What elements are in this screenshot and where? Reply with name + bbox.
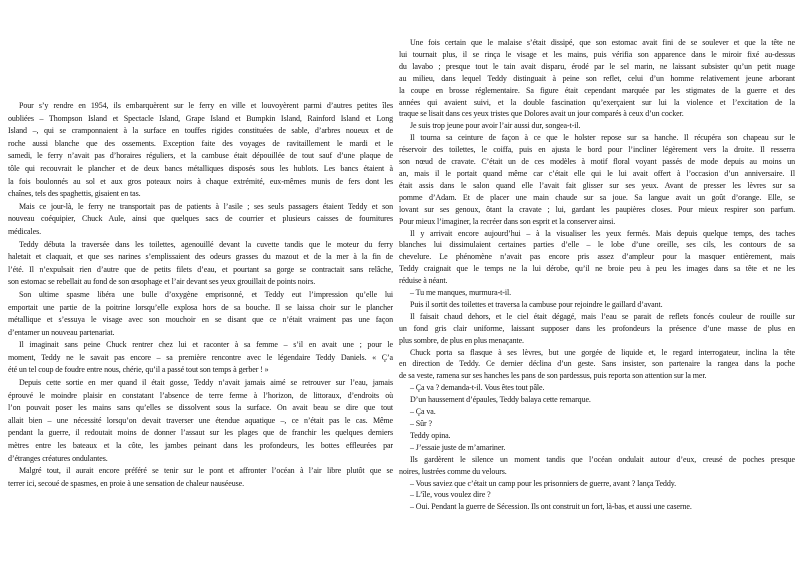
text-line: pomme d’Adam. Et de placer une main chaude sur sa joue. Sa langue avait un goût d’orange. Elle, se xyxy=(399,192,795,202)
text-line: Island –, qui se cramponnaient à la surface en touffes rigides constituées de sable, d’arbres noueux et de xyxy=(8,126,393,136)
text-line: Ils gardèrent le silence un moment tandis que l’océan ondulait autour d’eux, creusé de poches presque xyxy=(410,454,795,464)
text-line: Son ultime spasme libéra une bulle d’oxygène emprisonné, et Teddy eut l’impression qu’elle lui xyxy=(19,289,393,299)
text-line: de sa veste, ramena sur ses hanches les pans de son pardessus, puis reporta son attention sur la mer. xyxy=(399,371,707,381)
text-line: chevelure. Le phénomène n’avait pas encore pris assez d’ampleur pour la masquer entièrement, mais xyxy=(399,252,795,262)
text-line: – Ça va ? demanda-t-il. Vous êtes tout pâle. xyxy=(410,383,545,393)
text-line: Depuis cette sortie en mer quand il était gosse, Teddy n’avait jamais aimé se retrouver sur l’eau, jamais xyxy=(19,378,393,388)
text-line: la fois boulonnés au sol et aux gros poteaux noirs à chaque extrémité, eux-mêmes munis de fers dont les xyxy=(8,176,393,186)
text-line: Mais ce jour-là, le ferry ne transportait pas de patients à l’asile ; ses seuls passagers étaient Teddy et son xyxy=(19,201,393,211)
text-line: l’on pouvait poser les mains sans qu’elles se dissolvent sous la surface. On avait beau se dire que tout xyxy=(8,403,393,413)
left-page-column xyxy=(8,100,393,490)
text-line: samedi, le ferry n’avait pas d’horaires réguliers, et la cambuse était dépouillée de tout sauf d’une plaque de xyxy=(8,151,393,161)
text-line: plus sombre, de plus en plus menaçante. xyxy=(399,335,524,345)
text-line: lui tournait plus, il se rinça le visage et les mains, puis vérifia son apparence dans le miroir fixé au-dessus xyxy=(399,49,795,59)
text-line: métallique et s’essuya le visage avec son mouchoir en se disant que ce n’était vraiment pas une façon xyxy=(8,315,393,325)
text-line: oubliées – Thompson Island et Spectacle Island, Grape Island et Bumpkin Island, Rainford Island et Long xyxy=(8,113,393,123)
text-line: médicales. xyxy=(8,226,41,236)
text-line: du lavabo ; presque tout le tain avait disparu, érodé par le sel marin, ne laissant subsister qu’un petit nuage xyxy=(399,61,795,71)
text-line: – J’essaie juste de m’amariner. xyxy=(410,442,506,452)
text-line: était assis dans le salon quand elle l’avait fait glisser sur ses yeux. Avant de presser les lèvres sur sa xyxy=(399,180,795,190)
text-line: son estomac se rebellait au fond de son œsophage et l’air devant ses yeux grouillait de points noirs. xyxy=(8,277,316,287)
text-line: Puis il sortit des toilettes et traversa la cambuse pour rejoindre le gaillard d’avant. xyxy=(410,299,663,309)
text-line: moment, Teddy ne le savait pas encore – sa première rencontre avec le légendaire Teddy Daniels. « Ç’a xyxy=(8,352,393,362)
text-line: un fond gris clair uniforme, laissant supposer dans les profondeurs la présence d’une masse de plus en xyxy=(399,323,795,333)
text-line: chaînes, tels des spaghettis, gisaient en tas. xyxy=(8,189,141,199)
right-page-column xyxy=(399,37,795,513)
text-line: emportait une partie de la poitrine lorsqu’elle explosa hors de sa bouche. Il se laissa choir sur le plancher xyxy=(8,302,393,312)
text-line: Teddy débuta la traversée dans les toilettes, agenouillé devant la cuvette tandis que le moteur du ferry xyxy=(19,239,393,249)
text-line: éprouvé le moindre plaisir en constatant l’absence de terre ferme à l’horizon, de littoraux, d’endroits où xyxy=(8,390,393,400)
text-line: la coupe en brosse réglementaire. Sa figure était cependant marquée par les stigmates de la guerre et des xyxy=(399,85,795,95)
text-line: blanches lui dissimulaient certaines parties d’elle – le lobe d’une oreille, ses cils, les contours de sa xyxy=(399,240,795,250)
text-line: – Vous saviez que c’était un camp pour les prisonniers de guerre, avant ? lança Teddy. xyxy=(410,478,677,488)
text-line: roche aussi blanche que des ossements. Exception faite des voyages de ravitaillement le mardi et le xyxy=(8,138,393,148)
text-line: Chuck porta sa flasque à ses lèvres, but une gorgée de liquide et, le regard interrogateur, inclina la tête xyxy=(410,347,795,357)
text-line: d’entamer un nouveau partenariat. xyxy=(8,327,115,337)
text-line: terrer ici, secoué de spasmes, en proie à une sensation de chaleur nauséeuse. xyxy=(8,478,244,488)
text-line: – L’île, vous voulez dire ? xyxy=(410,490,491,500)
text-line: Malgré tout, il aurait encore préféré se tenir sur le pont et affronter l’océan à l’air libre plutôt que se xyxy=(19,466,393,476)
text-line: Il tourna sa ceinture de façon à ce que le holster repose sur sa hanche. Il récupéra son chapeau sur le xyxy=(410,133,795,143)
text-line: années qui avaient suivi, et la double fascination qu’exerçaient sur lui la violence et l’excitation de la xyxy=(399,97,795,107)
text-line: – Ça va. xyxy=(410,407,436,417)
text-line: Je suis trop jeune pour avoir l’air aussi dur, songea-t-il. xyxy=(410,121,581,131)
text-line: D’un haussement d’épaules, Teddy balaya cette remarque. xyxy=(410,395,591,405)
text-line: été un tel coup de foudre entre nous, chérie, qu’il a passé tout son temps à gerber ! » xyxy=(8,365,269,375)
text-line: réservoir des toilettes, le coiffa, puis en ajusta le bord pour l’incliner légèrement vers la droite. Il resserra xyxy=(399,145,795,155)
text-line: d’étranges créatures ondulantes. xyxy=(8,453,108,463)
text-line: Une fois certain que le malaise s’était dissipé, que son estomac avait fini de se soulever et que la tête ne xyxy=(410,38,795,47)
text-line: réduise à néant. xyxy=(399,276,448,286)
text-line: pendant la guerre, il redoutait moins de donner l’assaut sur les plages que de franchir les quelques derniers xyxy=(8,428,393,438)
text-line: – Tu me manques, murmura-t-il. xyxy=(410,288,511,298)
text-line: – Oui. Pendant la guerre de Sécession. Ils ont construit un fort, là-bas, et aussi une caserne. xyxy=(410,502,692,512)
text-line: son nœud de cravate. C’était un de ces modèles à motif floral voyant passés de mode depuis au moins un xyxy=(399,157,795,167)
text-line: Il y arrivait encore aujourd’hui – à la visualiser les yeux fermés. Mais depuis quelque temps, des taches xyxy=(410,228,795,238)
text-line: noires, lustrées comme du velours. xyxy=(399,466,507,476)
text-line: an, mais il le portait quand même car c’était elle qui le lui avait offert à l’occasion d’un anniversaire. Il xyxy=(399,168,795,178)
text-line: Teddy opina. xyxy=(410,430,451,440)
text-line: Teddy craignait que le temps ne la lui dérobe, qu’il ne broie peu à peu les images dans sa tête et ne les xyxy=(399,264,795,274)
text-line: tôle qui recouvrait le plancher et de deux bancs métalliques disposés sous les hublots. Les bancs étaient à xyxy=(8,163,393,173)
text-line: au milieu, dans lequel Teddy distinguait à peine son reflet, celui d’un homme relativement jeune arborant xyxy=(399,73,795,83)
text-line: l’été. Il n’expulsait rien d’autre que de petits filets d’eau, et pourtant sa gorge se contractait sans relâche, xyxy=(8,264,393,274)
text-line: Pour s’y rendre en 1954, ils embarquèrent sur le ferry en ville et louvoyèrent parmi d’autres petites îles xyxy=(19,101,393,110)
text-line: Il faisait chaud dehors, et le ciel était dégagé, mais l’eau se parait de reflets foncés couleur de rouille sur xyxy=(410,311,795,321)
text-line: allait bien – une nécessité lorsqu’on devait traverser une étendue aquatique –, ce n’était pas le cas. Même xyxy=(8,415,393,425)
text-line: lovant sur ses genoux, ôtant la cravate ; lui, gardant les paupières closes. Pour mieux respirer son parfum. xyxy=(399,204,795,214)
text-line: nouveau coéquipier, Chuck Aule, ainsi que quelques sacs de courrier et plusieurs caisses de fournitures xyxy=(8,214,393,224)
text-line: en direction de Teddy. Ce dernier déclina d’un geste. Sans insister, son partenaire la rangea dans la poche xyxy=(399,359,795,369)
text-line: traque se lisait dans ces yeux tristes que Dolores avait un jour comparés à ceux d’un cocker. xyxy=(399,109,684,119)
text-line: Pour mieux l’imaginer, la recréer dans son esprit et la conserver ainsi. xyxy=(399,216,616,226)
text-line: haletait et claquait, et que ses narines s’emplissaient des odeurs grasses du mazout et de la mer à la fin de xyxy=(8,252,393,262)
text-line: mètres entre les bateaux et la côte, les jambes peinant dans les profondeurs, les bottes effleurées par xyxy=(8,441,393,451)
text-line: – Sûr ? xyxy=(410,419,432,428)
text-line: Il imaginait sans peine Chuck rentrer chez lui et raconter à sa femme – s’il en avait une ; pour le xyxy=(19,340,393,350)
